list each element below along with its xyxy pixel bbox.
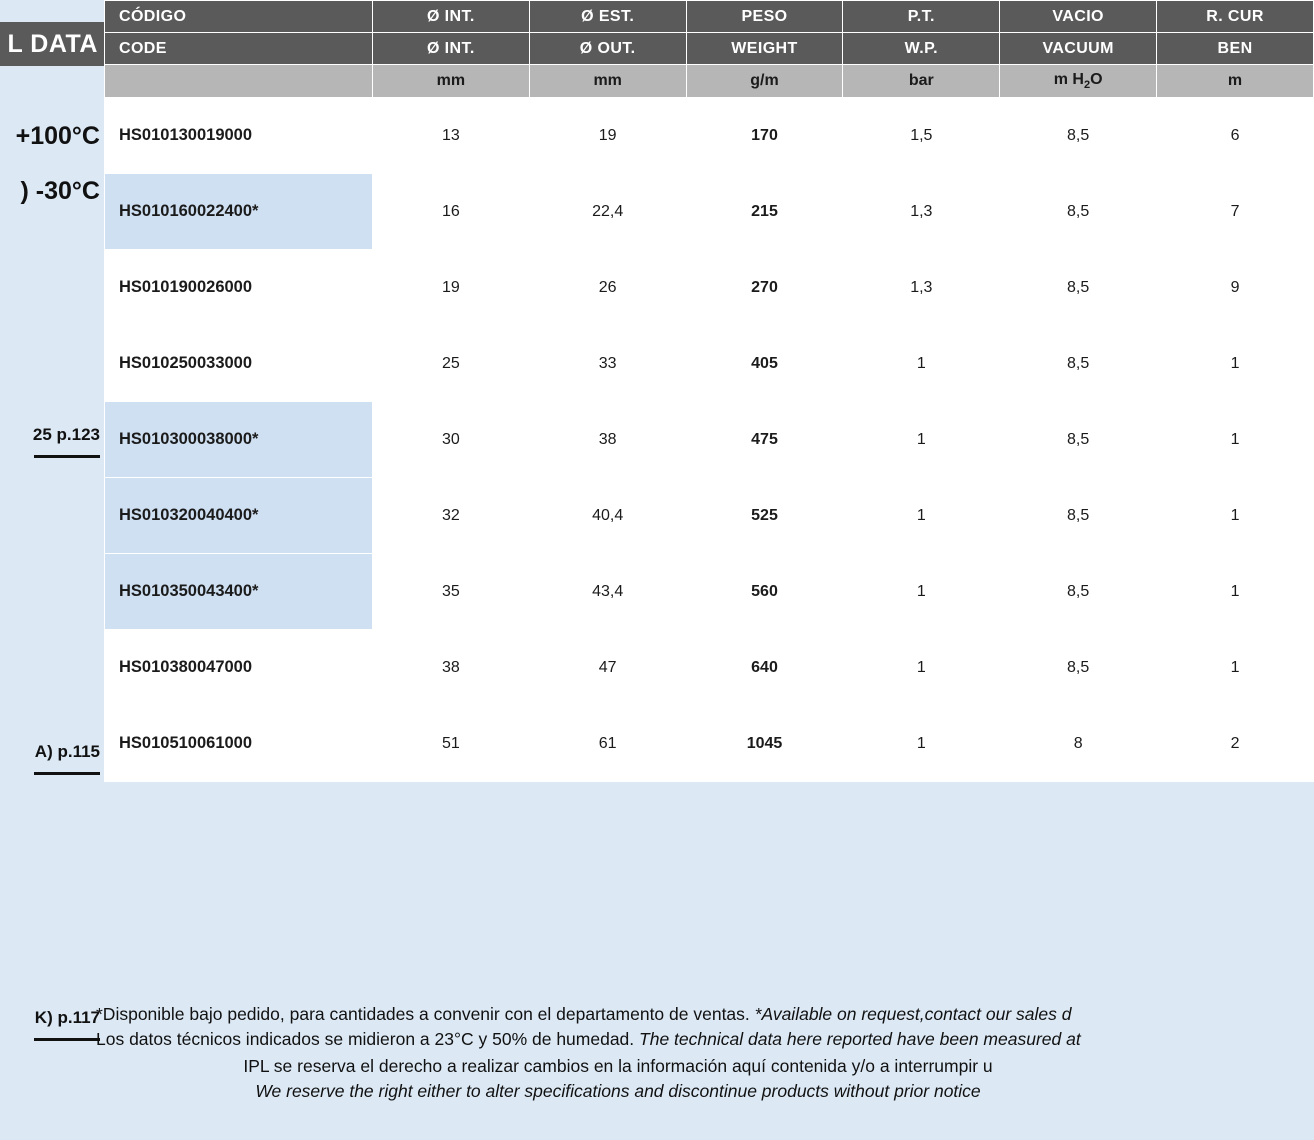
table-row <box>105 250 1314 326</box>
cell-code: HS010300038000* <box>105 402 373 478</box>
cell-code: HS010320040400* <box>105 478 373 554</box>
header-code-en: CODE <box>105 33 373 65</box>
unit-inner-diameter: mm <box>372 65 529 98</box>
unit-code <box>105 65 373 98</box>
cell-vacuum: 8,5 <box>1000 478 1157 554</box>
cell-vacuum: 8,5 <box>1000 326 1157 402</box>
unit-weight: g/m <box>686 65 843 98</box>
cell-vacuum: 8,5 <box>1000 250 1157 326</box>
cell-working-pressure: 1 <box>843 326 1000 402</box>
cell-working-pressure: 1 <box>843 554 1000 630</box>
cell-working-pressure: 1 <box>843 706 1000 782</box>
header-inner-diameter-es: Ø INT. <box>372 1 529 33</box>
cell-bend-radius: 9 <box>1157 250 1314 326</box>
reference-page-2: A) p.115 <box>34 742 100 761</box>
header-weight-es: PESO <box>686 1 843 33</box>
footnote-line-3: IPL se reserva el derecho a realizar cambios en la información aquí contenida y/o a interrumpir u <box>243 1055 993 1076</box>
cell-vacuum: 8 <box>1000 706 1157 782</box>
cell-outer-diameter: 43,4 <box>529 554 686 630</box>
min-temperature-value: ) -30°C <box>20 177 100 205</box>
cell-vacuum: 8,5 <box>1000 630 1157 706</box>
unit-vacuum-prefix: m H <box>1053 70 1084 88</box>
cell-weight: 215 <box>686 174 843 250</box>
table-row <box>105 174 1314 250</box>
header-outer-diameter-en: Ø OUT. <box>529 33 686 65</box>
divider-rule-2 <box>34 772 100 775</box>
cell-working-pressure: 1 <box>843 630 1000 706</box>
table-row <box>105 554 1314 630</box>
cell-inner-diameter: 25 <box>372 326 529 402</box>
table-header-row-units <box>105 65 1314 98</box>
cell-code: HS010380047000 <box>105 630 373 706</box>
header-code-es: CÓDIGO <box>105 1 373 33</box>
unit-working-pressure: bar <box>843 65 1000 98</box>
technical-data-title: L DATA <box>0 22 104 66</box>
cell-weight: 475 <box>686 402 843 478</box>
table-row <box>105 630 1314 706</box>
cell-weight: 525 <box>686 478 843 554</box>
reference-page-1: 25 p.123 <box>32 425 100 444</box>
table-header-row-es <box>105 1 1314 33</box>
unit-vacuum-suffix: O <box>1090 70 1103 88</box>
unit-bend-radius: m <box>1157 65 1314 98</box>
cell-inner-diameter: 19 <box>372 250 529 326</box>
header-working-pressure-es: P.T. <box>843 1 1000 33</box>
max-temperature-value: +100°C <box>15 122 100 150</box>
divider-rule-1 <box>34 455 100 458</box>
cell-outer-diameter: 19 <box>529 98 686 174</box>
cell-working-pressure: 1,3 <box>843 250 1000 326</box>
header-bend-radius-es: R. CUR <box>1157 1 1314 33</box>
cell-outer-diameter: 38 <box>529 402 686 478</box>
cell-bend-radius: 1 <box>1157 630 1314 706</box>
header-weight-en: WEIGHT <box>686 33 843 65</box>
cell-outer-diameter: 33 <box>529 326 686 402</box>
footnote-2-en: The technical data here reported have been measured at <box>639 1028 1081 1049</box>
footnote-line-2 <box>96 1027 1140 1052</box>
product-spec-table <box>104 0 1314 782</box>
cell-outer-diameter: 47 <box>529 630 686 706</box>
cell-bend-radius: 6 <box>1157 98 1314 174</box>
header-vacuum-en: VACUUM <box>1000 33 1157 65</box>
footnote-2-es: Los datos técnicos indicados se midieron a 23°C y 50% de humedad. <box>96 1028 635 1049</box>
cell-code: HS010350043400* <box>105 554 373 630</box>
table-header-row-en <box>105 33 1314 65</box>
left-info-panel <box>0 0 104 1140</box>
cell-code: HS010250033000 <box>105 326 373 402</box>
header-bend-radius-en: BEN <box>1157 33 1314 65</box>
cell-inner-diameter: 38 <box>372 630 529 706</box>
cell-weight: 560 <box>686 554 843 630</box>
cell-bend-radius: 2 <box>1157 706 1314 782</box>
cell-weight: 270 <box>686 250 843 326</box>
cell-inner-diameter: 30 <box>372 402 529 478</box>
cell-outer-diameter: 26 <box>529 250 686 326</box>
table-row <box>105 326 1314 402</box>
footnote-line-4: We reserve the right either to alter specifications and discontinue products without prior notice <box>255 1080 981 1101</box>
cell-working-pressure: 1 <box>843 478 1000 554</box>
unit-vacuum-subscript: 2 <box>1083 79 1091 92</box>
table-row <box>105 98 1314 174</box>
cell-working-pressure: 1 <box>843 402 1000 478</box>
cell-bend-radius: 1 <box>1157 478 1314 554</box>
table-row <box>105 706 1314 782</box>
cell-vacuum: 8,5 <box>1000 174 1157 250</box>
cell-inner-diameter: 51 <box>372 706 529 782</box>
cell-bend-radius: 1 <box>1157 554 1314 630</box>
cell-code: HS010510061000 <box>105 706 373 782</box>
cell-code: HS010190026000 <box>105 250 373 326</box>
footnotes <box>96 1002 1140 1103</box>
cell-inner-diameter: 32 <box>372 478 529 554</box>
table-row <box>105 478 1314 554</box>
cell-bend-radius: 1 <box>1157 326 1314 402</box>
unit-vacuum <box>1000 65 1157 98</box>
divider-rule-3 <box>34 1038 100 1041</box>
cell-bend-radius: 7 <box>1157 174 1314 250</box>
unit-outer-diameter: mm <box>529 65 686 98</box>
cell-outer-diameter: 61 <box>529 706 686 782</box>
cell-vacuum: 8,5 <box>1000 402 1157 478</box>
table-row <box>105 402 1314 478</box>
cell-working-pressure: 1,3 <box>843 174 1000 250</box>
cell-outer-diameter: 40,4 <box>529 478 686 554</box>
cell-weight: 170 <box>686 98 843 174</box>
spec-table-container <box>104 0 1264 782</box>
cell-outer-diameter: 22,4 <box>529 174 686 250</box>
header-outer-diameter-es: Ø EST. <box>529 1 686 33</box>
cell-inner-diameter: 16 <box>372 174 529 250</box>
cell-vacuum: 8,5 <box>1000 554 1157 630</box>
cell-inner-diameter: 35 <box>372 554 529 630</box>
table-body <box>105 98 1314 782</box>
footnote-1-en: *Available on request,contact our sales d <box>754 1004 1072 1024</box>
cell-bend-radius: 1 <box>1157 402 1314 478</box>
header-vacuum-es: VACIO <box>1000 1 1157 33</box>
cell-weight: 405 <box>686 326 843 402</box>
reference-page-3: K) p.117 <box>34 1008 100 1027</box>
cell-working-pressure: 1,5 <box>843 98 1000 174</box>
cell-vacuum: 8,5 <box>1000 98 1157 174</box>
cell-code: HS010160022400* <box>105 174 373 250</box>
cell-weight: 1045 <box>686 706 843 782</box>
footnote-1-es: *Disponible bajo pedido, para cantidades a convenir con el departamento de ventas. <box>96 1004 750 1024</box>
footnote-line-1 <box>96 1002 1140 1027</box>
header-inner-diameter-en: Ø INT. <box>372 33 529 65</box>
cell-weight: 640 <box>686 630 843 706</box>
cell-inner-diameter: 13 <box>372 98 529 174</box>
cell-code: HS010130019000 <box>105 98 373 174</box>
header-working-pressure-en: W.P. <box>843 33 1000 65</box>
